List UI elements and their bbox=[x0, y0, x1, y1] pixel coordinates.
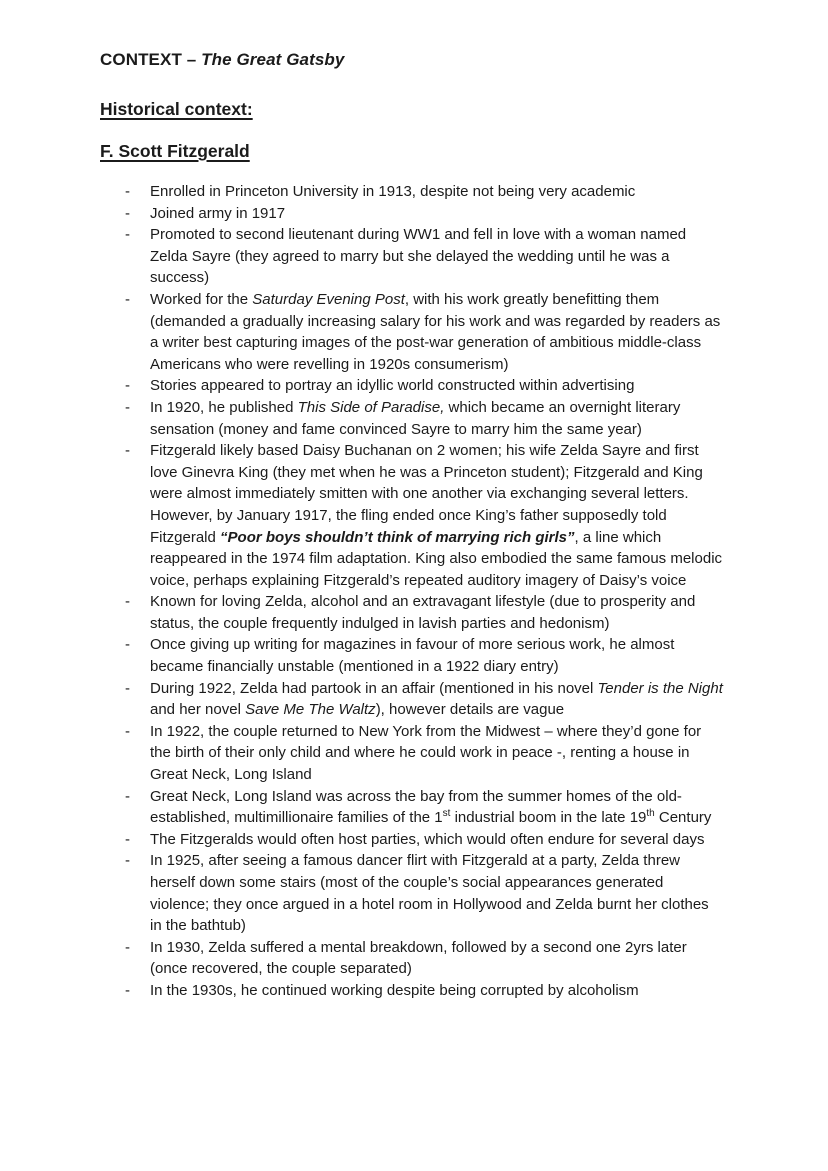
text-run: In the 1930s, he continued working despite being corrupted by alcoholism bbox=[150, 981, 639, 999]
text-run: which became an overnight literary sensation (money and fame convinced Sayre to marry him the same year) bbox=[150, 398, 681, 438]
title-prefix: CONTEXT – bbox=[100, 50, 202, 69]
list-item bbox=[125, 181, 724, 203]
list-item bbox=[125, 634, 724, 677]
section-heading-fitzgerald bbox=[100, 141, 724, 162]
bullet-text bbox=[150, 181, 724, 203]
section-heading-text: Historical context: bbox=[100, 99, 253, 119]
bullet-text bbox=[150, 721, 724, 786]
text-run: th bbox=[646, 808, 655, 820]
text-run: Worked for the bbox=[150, 290, 253, 308]
bullet-dash: - bbox=[125, 377, 130, 395]
text-run: and her novel bbox=[150, 701, 246, 719]
bullet-dash: - bbox=[125, 204, 130, 222]
list-item bbox=[125, 678, 724, 721]
italic-text: This Side of Paradise, bbox=[297, 398, 445, 416]
bullet-dash: - bbox=[125, 290, 130, 308]
bullet-text bbox=[150, 786, 724, 829]
list-item bbox=[125, 850, 724, 936]
list-item bbox=[125, 591, 724, 634]
text-run: In 1920, he published bbox=[150, 398, 298, 416]
bullet-text bbox=[150, 678, 724, 721]
bullet-text bbox=[150, 203, 724, 225]
text-run: st bbox=[442, 808, 451, 820]
list-item bbox=[125, 786, 724, 829]
text-run: , with his work greatly benefitting them (demanded a gradually increasing salary for his work and was regarded by readers as a writer best capturing images of the post-war generation of ambitious middle-class Americans who were revelling in 1920s consumerism) bbox=[150, 290, 721, 373]
text-run: Great Neck, Long Island was across the bay from the summer homes of the old-established, multimillionaire families of the 1 bbox=[150, 787, 682, 827]
bullet-text bbox=[150, 224, 724, 289]
text-run: industrial boom in the late 19 bbox=[450, 809, 647, 827]
list-item bbox=[125, 203, 724, 225]
bullet-text bbox=[150, 937, 724, 980]
text-run: Stories appeared to portray an idyllic world constructed within advertising bbox=[150, 377, 635, 395]
bullet-dash: - bbox=[125, 787, 130, 805]
bullet-dash: - bbox=[125, 981, 130, 999]
italic-text: Save Me The Waltz bbox=[245, 701, 376, 719]
bullet-dash: - bbox=[125, 636, 130, 654]
text-run: In 1930, Zelda suffered a mental breakdown, followed by a second one 2yrs later (once recovered, the couple separated) bbox=[150, 938, 687, 978]
text-run: The Fitzgeralds would often host parties, which would often endure for several days bbox=[150, 830, 705, 848]
list-item bbox=[125, 289, 724, 375]
document-title bbox=[100, 50, 724, 70]
text-run: , a line which reappeared in the 1974 film adaptation. King also embodied the same famous melodic voice, perhaps explaining Fitzgerald’s repeated auditory imagery of Daisy’s voice bbox=[150, 528, 723, 589]
bullet-dash: - bbox=[125, 593, 130, 611]
bullet-dash: - bbox=[125, 183, 130, 200]
text-run: Once giving up writing for magazines in favour of more serious work, he almost became financially unstable (mentioned in a 1922 diary entry) bbox=[150, 636, 675, 676]
bullet-text bbox=[150, 440, 724, 591]
bullet-dash: - bbox=[125, 938, 130, 956]
list-item bbox=[125, 397, 724, 440]
italic-text: Saturday Evening Post bbox=[252, 290, 405, 308]
bullet-dash: - bbox=[125, 398, 130, 416]
bullet-text bbox=[150, 850, 724, 936]
text-run: In 1925, after seeing a famous dancer flirt with Fitzgerald at a party, Zelda threw herself down some stairs (most of the couple’s social appearances generated violence; they once argued in a hotel room in Hollywood and Zelda burnt her clothes in the bathtub) bbox=[150, 852, 709, 935]
bullet-dash: - bbox=[125, 226, 130, 244]
bullet-dash: - bbox=[125, 830, 130, 848]
list-item bbox=[125, 829, 724, 851]
bullet-dash: - bbox=[125, 722, 130, 740]
text-run: Fitzgerald likely based Daisy Buchanan on 2 women; his wife Zelda Sayre and first love Ginevra King (they met when he was a Princeton student); Fitzgerald and King were almost immediately smitten with one another via exchanging several letters. However, by January 1917, the fling ended once King’s father supposedly told Fitzgerald bbox=[150, 442, 703, 546]
text-run: Enrolled in Princeton University in 1913, despite not being very academic bbox=[150, 183, 636, 200]
book-title: The Great Gatsby bbox=[201, 50, 345, 69]
text-run: Known for loving Zelda, alcohol and an extravagant lifestyle (due to prosperity and status, the couple frequently indulged in lavish parties and hedonism) bbox=[150, 593, 696, 632]
list-item bbox=[125, 721, 724, 786]
bullet-text bbox=[150, 375, 724, 397]
text-run: In 1922, the couple returned to New York from the Midwest – where they’d gone for the birth of their only child and where he could work in peace -, renting a house in Great Neck, Long Island bbox=[150, 722, 702, 784]
text-run: Promoted to second lieutenant during WW1 and fell in love with a woman named Zelda Sayre (they agreed to marry but she delayed the wedding until he was a success) bbox=[150, 226, 687, 287]
bullet-text bbox=[150, 289, 724, 375]
bullet-text bbox=[150, 829, 724, 851]
list-item bbox=[125, 440, 724, 591]
list-item bbox=[125, 224, 724, 289]
bullet-text bbox=[150, 591, 724, 634]
list-item bbox=[125, 980, 724, 1002]
text-run: ), however details are vague bbox=[375, 701, 565, 719]
quote-text: “Poor boys shouldn’t think of marrying rich girls” bbox=[220, 528, 575, 546]
bullet-dash: - bbox=[125, 679, 130, 697]
bullet-dash: - bbox=[125, 442, 130, 460]
section-heading-text: F. Scott Fitzgerald bbox=[100, 141, 250, 161]
text-run: Century bbox=[654, 809, 712, 827]
bullet-text bbox=[150, 397, 724, 440]
text-run: Joined army in 1917 bbox=[150, 204, 286, 222]
list-item bbox=[125, 937, 724, 980]
bullet-text bbox=[150, 980, 724, 1002]
italic-text: Tender is the Night bbox=[597, 679, 723, 697]
bullet-text bbox=[150, 634, 724, 677]
text-run: During 1922, Zelda had partook in an affair (mentioned in his novel bbox=[150, 679, 598, 697]
section-heading-historical-context bbox=[100, 99, 724, 120]
list-item bbox=[125, 375, 724, 397]
bullet-list bbox=[100, 181, 724, 1002]
bullet-dash: - bbox=[125, 852, 130, 870]
